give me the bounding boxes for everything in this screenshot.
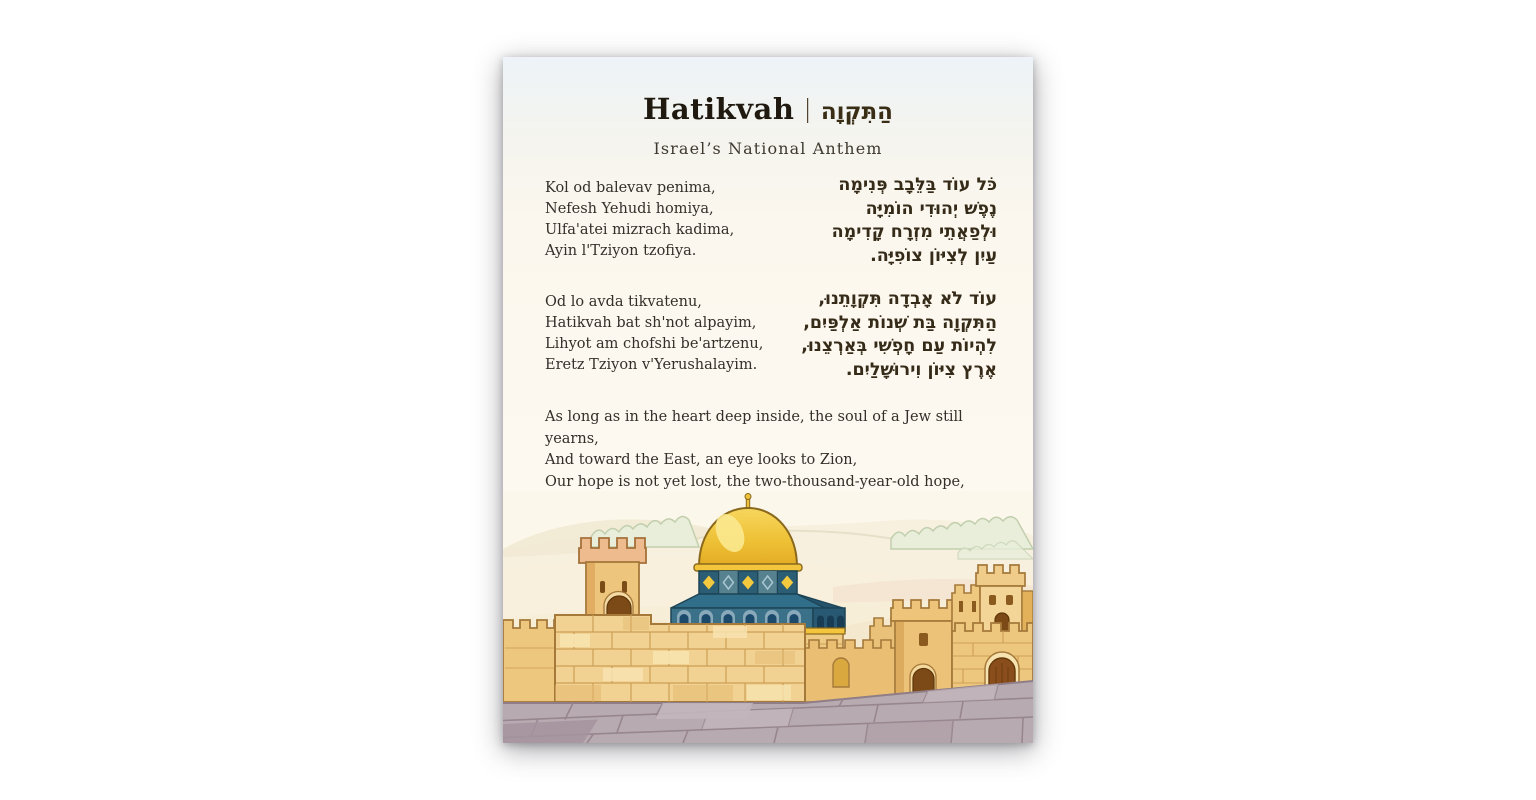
page-subtitle: Israel’s National Anthem [653,139,883,158]
translit-line: Kol od balevav penima, [545,180,716,196]
hebrew-line: לִהְיוֹת עַם חָפְשִׁי בְּאַרְצֵנוּ, [801,336,997,356]
translit-line: Lihyot am chofshi be'artzenu, [545,336,764,352]
translit-line: Hatikvah bat sh'not alpayim, [545,315,757,331]
translit-line: Nefesh Yehudi homiya, [545,201,714,217]
stanza-1-hebrew [832,174,997,268]
translation-line: Our hope is not yet lost, the two-thousand-year-old hope, [545,473,965,490]
poster-header [503,57,1033,158]
title-hebrew: הַתִּקְוָה [820,99,893,125]
translation-line: As long as in the heart deep inside, the soul of a Jew still yearns, [545,409,963,447]
stanza-1-transliteration [545,178,734,262]
anthem-poster-page [503,57,1033,743]
tower-window [919,633,928,646]
translit-line: Eretz Tziyon v'Yerushalayim. [545,357,758,373]
stanza-2 [545,289,997,382]
mid-watchtower [891,600,956,702]
hebrew-line: וּלְפַאֲתֵי מִזְרָח קָדִימָה [831,222,997,242]
stanza-2-transliteration [545,292,763,376]
stanza-section [503,175,1033,382]
wall-niche [833,658,849,687]
hebrew-line: עַיִן לְצִיּוֹן צוֹפִיָּה. [870,245,997,266]
tower-window [1006,595,1013,605]
city-wall-left [503,620,560,702]
tower-window [989,595,996,605]
hebrew-line: הַתִּקְוָה בַּת שְׁנוֹת אַלְפַּיִם, [803,312,997,333]
hebrew-line: אֶרֶץ צִיּוֹן וִירוּשָׁלַיִם. [845,359,997,380]
translit-line: Ulfa'atei mizrach kadima, [545,222,735,238]
tower-window [622,581,627,593]
title-separator: | [803,94,812,123]
title-latin: Hatikvah [642,92,795,126]
translit-line: Od lo avda tikvatenu, [545,294,702,310]
translation-line: And toward the East, an eye looks to Zion, [545,452,858,468]
hebrew-line: כֹּל עוֹד בַּלֵּבָב פְּנִימָה [838,175,997,195]
stanza-1 [545,175,997,268]
stanza-2-hebrew [801,288,997,382]
translit-line: Ayin l'Tziyon tzofiya. [545,243,697,259]
hebrew-line: נֶפֶשׁ יְהוּדִי הוֹמִיָּה [865,198,997,219]
hebrew-line: עוֹד לֹא אָבְדָה תִּקְוָתֵנוּ, [818,289,997,309]
western-wall [555,615,805,702]
page-title [503,91,1033,132]
tower-window [600,581,605,593]
jerusalem-illustration [503,491,1033,743]
